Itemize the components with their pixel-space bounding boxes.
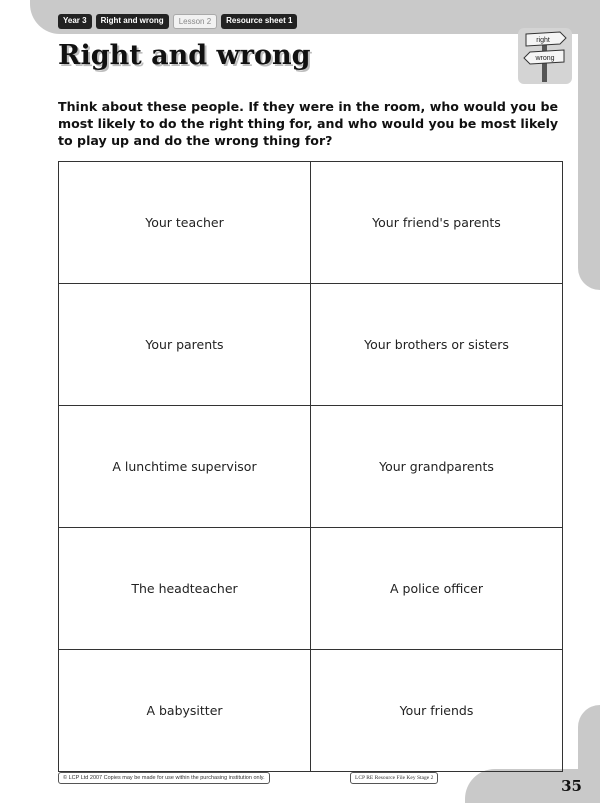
grid-cell: A police officer bbox=[311, 528, 563, 650]
grid-cell: A babysitter bbox=[59, 650, 311, 772]
grid-cell: Your teacher bbox=[59, 162, 311, 284]
grid-cell: Your parents bbox=[59, 284, 311, 406]
signpost-top-label: right bbox=[536, 37, 550, 44]
grid-cell: A lunchtime supervisor bbox=[59, 406, 311, 528]
instructions-text: Think about these people. If they were in the room, who would you be most likely to do the right thing for, and who would you be most likely to play up and do the wrong thing for? bbox=[58, 99, 559, 148]
table-row bbox=[59, 528, 563, 650]
grid-cell: The headteacher bbox=[59, 528, 311, 650]
grid-cell: Your friends bbox=[311, 650, 563, 772]
breadcrumb bbox=[58, 14, 297, 29]
page-number: 35 bbox=[561, 777, 582, 795]
people-grid bbox=[58, 161, 563, 772]
breadcrumb-lesson: Lesson 2 bbox=[173, 14, 217, 29]
page-title: Right and wrong bbox=[58, 40, 311, 71]
grid-cell: Your brothers or sisters bbox=[311, 284, 563, 406]
table-row bbox=[59, 406, 563, 528]
grid-cell: Your friend's parents bbox=[311, 162, 563, 284]
table-row bbox=[59, 284, 563, 406]
table-row bbox=[59, 650, 563, 772]
signpost-icon bbox=[516, 24, 574, 86]
series-label: LCP RE Resource File Key Stage 2 bbox=[350, 772, 438, 784]
breadcrumb-sheet: Resource sheet 1 bbox=[221, 14, 297, 29]
breadcrumb-topic: Right and wrong bbox=[96, 14, 169, 29]
signpost-bottom-label: wrong bbox=[535, 55, 555, 62]
copyright-notice: © LCP Ltd 2007 Copies may be made for use within the purchasing institution only. bbox=[58, 772, 270, 784]
table-row bbox=[59, 162, 563, 284]
grid-cell: Your grandparents bbox=[311, 406, 563, 528]
breadcrumb-year: Year 3 bbox=[58, 14, 92, 29]
right-decorative-tab-top bbox=[578, 0, 600, 290]
